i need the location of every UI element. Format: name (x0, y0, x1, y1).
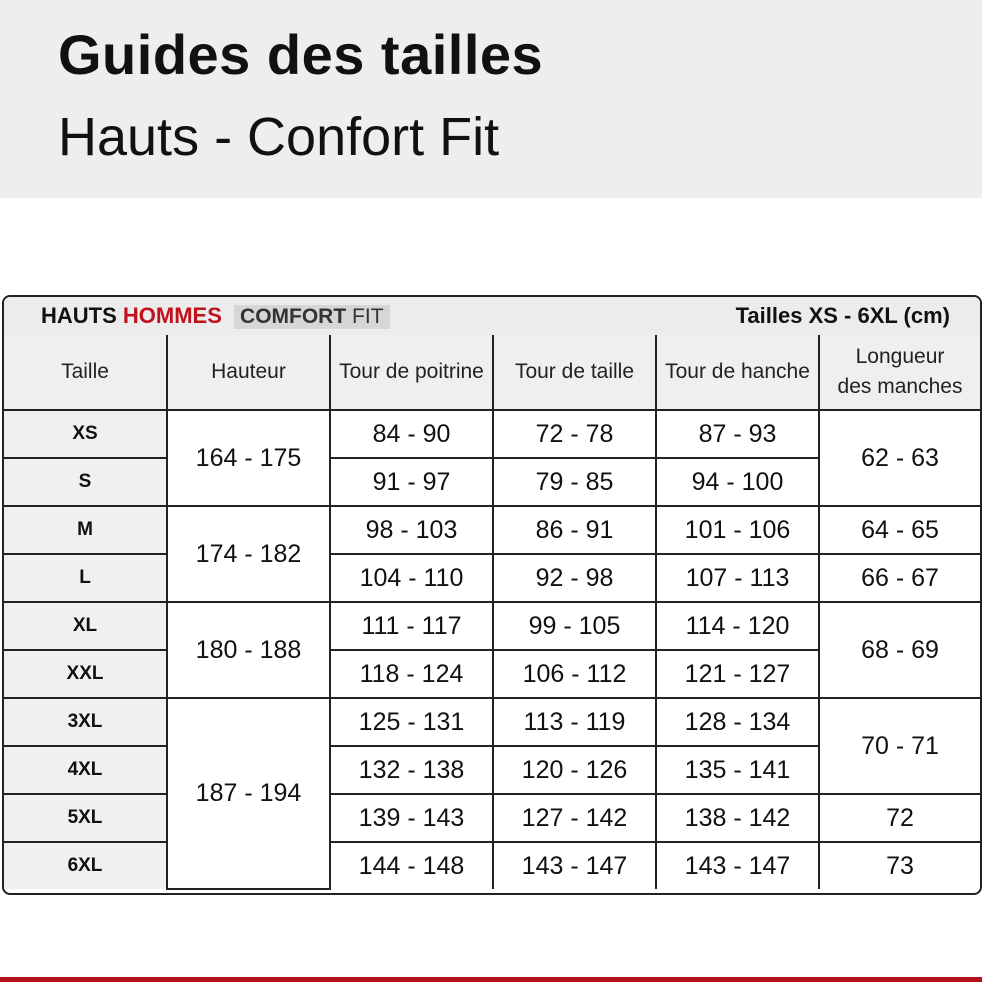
waist-cell: 106 - 112 (493, 650, 656, 698)
hip-cell: 107 - 113 (656, 554, 819, 602)
col-header-chest: Tour de poitrine (330, 335, 493, 410)
size-cell: 4XL (4, 746, 167, 794)
chest-cell: 111 - 117 (330, 602, 493, 650)
col-header-size: Taille (4, 335, 167, 410)
col-header-height: Hauteur (167, 335, 330, 410)
table-row (4, 698, 980, 746)
chest-cell: 104 - 110 (330, 554, 493, 602)
hip-cell: 128 - 134 (656, 698, 819, 746)
size-cell: S (4, 458, 167, 506)
hip-cell: 121 - 127 (656, 650, 819, 698)
sleeve-cell: 73 (819, 842, 980, 889)
col-header-hip: Tour de hanche (656, 335, 819, 410)
table-row (4, 602, 980, 650)
chest-cell: 125 - 131 (330, 698, 493, 746)
page-subtitle: Hauts - Confort Fit (58, 107, 500, 167)
sleeve-cell: 66 - 67 (819, 554, 980, 602)
banner-size-range: Tailles XS - 6XL (cm) (735, 303, 950, 328)
size-cell: 3XL (4, 698, 167, 746)
chest-cell: 98 - 103 (330, 506, 493, 554)
waist-cell: 143 - 147 (493, 842, 656, 889)
table-row (4, 842, 980, 889)
size-cell: XXL (4, 650, 167, 698)
chest-cell: 118 - 124 (330, 650, 493, 698)
chest-cell: 84 - 90 (330, 410, 493, 458)
size-cell: L (4, 554, 167, 602)
sleeve-cell: 68 - 69 (819, 602, 980, 698)
hip-cell: 143 - 147 (656, 842, 819, 889)
sleeve-cell: 64 - 65 (819, 506, 980, 554)
table-row (4, 554, 980, 602)
waist-cell: 113 - 119 (493, 698, 656, 746)
height-cell: 180 - 188 (167, 602, 330, 698)
size-table (4, 335, 980, 890)
waist-cell: 92 - 98 (493, 554, 656, 602)
waist-cell: 79 - 85 (493, 458, 656, 506)
chest-cell: 144 - 148 (330, 842, 493, 889)
page-header (0, 0, 982, 198)
height-cell: 164 - 175 (167, 410, 330, 506)
size-cell: M (4, 506, 167, 554)
bottom-accent-line (0, 977, 982, 982)
height-cell: 187 - 194 (167, 698, 330, 889)
size-cell: 6XL (4, 842, 167, 889)
waist-cell: 127 - 142 (493, 794, 656, 842)
table-row (4, 506, 980, 554)
hip-cell: 138 - 142 (656, 794, 819, 842)
fit-tag (234, 305, 390, 329)
banner-category (41, 303, 390, 329)
col-header-waist: Tour de taille (493, 335, 656, 410)
size-cell: XS (4, 410, 167, 458)
col-header-sleeve-line1: Longueur (855, 345, 945, 368)
chest-cell: 139 - 143 (330, 794, 493, 842)
table-header-row (4, 335, 980, 410)
banner-category-hauts: HAUTS (41, 303, 117, 328)
sleeve-cell: 70 - 71 (819, 698, 980, 794)
size-chart (2, 295, 982, 895)
hip-cell: 94 - 100 (656, 458, 819, 506)
col-header-sleeve-line2: des manches (837, 375, 963, 398)
fit-tag-thin: FIT (352, 305, 384, 328)
hip-cell: 87 - 93 (656, 410, 819, 458)
col-header-sleeve (819, 335, 980, 410)
table-banner (4, 297, 980, 337)
hip-cell: 135 - 141 (656, 746, 819, 794)
waist-cell: 120 - 126 (493, 746, 656, 794)
hip-cell: 114 - 120 (656, 602, 819, 650)
table-row (4, 410, 980, 458)
fit-tag-bold: COMFORT (240, 305, 347, 328)
size-cell: 5XL (4, 794, 167, 842)
chest-cell: 132 - 138 (330, 746, 493, 794)
sleeve-cell: 72 (819, 794, 980, 842)
banner-category-hommes: HOMMES (122, 303, 222, 328)
hip-cell: 101 - 106 (656, 506, 819, 554)
table-row (4, 794, 980, 842)
sleeve-cell: 62 - 63 (819, 410, 980, 506)
page-title: Guides des tailles (58, 23, 544, 86)
chest-cell: 91 - 97 (330, 458, 493, 506)
height-cell: 174 - 182 (167, 506, 330, 602)
waist-cell: 99 - 105 (493, 602, 656, 650)
waist-cell: 72 - 78 (493, 410, 656, 458)
waist-cell: 86 - 91 (493, 506, 656, 554)
size-cell: XL (4, 602, 167, 650)
